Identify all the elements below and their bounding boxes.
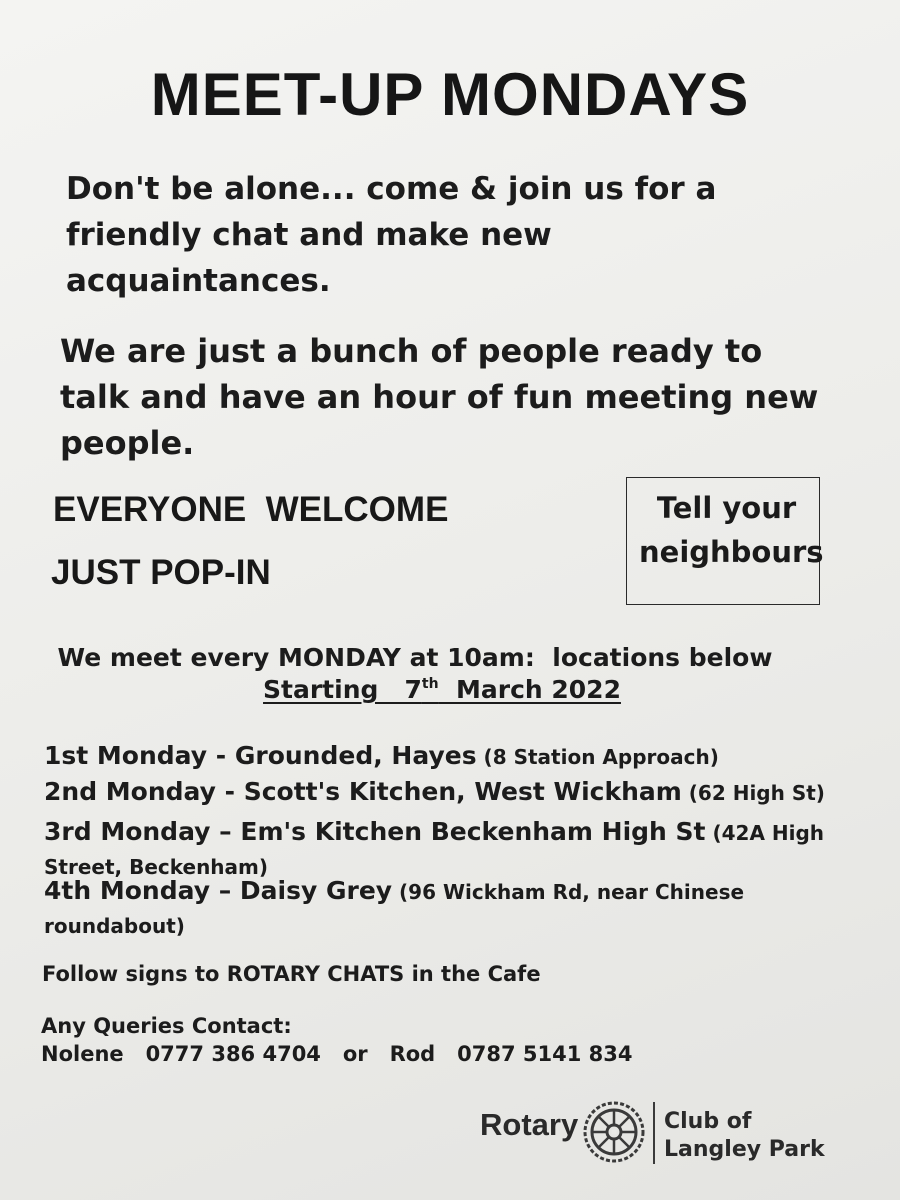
queries-heading: Any Queries Contact:	[41, 1014, 292, 1038]
location-name: 3rd Monday – Em's Kitchen Beckenham High St	[44, 817, 706, 846]
meeting-time-text: We meet every MONDAY at 10am: locations below	[57, 643, 773, 672]
location-item	[44, 777, 884, 806]
rotary-wordmark: Rotary	[480, 1107, 579, 1142]
just-pop-in-heading: JUST POP-IN	[51, 553, 271, 592]
club-line-2: Langley Park	[664, 1137, 825, 1162]
location-address: (62 High St)	[681, 781, 825, 805]
start-date	[0, 675, 884, 704]
start-prefix: Starting 7	[263, 675, 422, 704]
about-line-3: people.	[60, 424, 195, 462]
location-item	[44, 741, 884, 770]
about-line-2: talk and have an hour of fun meeting new	[60, 378, 819, 416]
location-address: (42A High Street, Beckenham)	[44, 821, 825, 879]
intro-paragraph	[66, 166, 786, 304]
rotary-wheel-icon	[582, 1100, 646, 1164]
club-line-1: Club of	[664, 1109, 752, 1134]
location-address: (8 Station Approach)	[476, 745, 719, 769]
follow-signs-text: Follow signs to ROTARY CHATS in the Cafe	[42, 962, 541, 986]
intro-line-1: Don't be alone... come & join us for a	[66, 171, 717, 207]
poster-title: MEET-UP MONDAYS	[150, 61, 750, 128]
location-address: (96 Wickham Rd, near Chinese roundabout)	[44, 880, 745, 938]
location-name: 4th Monday – Daisy Grey	[44, 876, 393, 905]
logo-divider	[653, 1102, 655, 1164]
club-name	[664, 1108, 825, 1164]
tell-neighbours-callout	[626, 477, 824, 605]
start-ordinal: th	[421, 676, 439, 692]
callout-line-1: Tell your	[656, 491, 797, 525]
intro-line-2: friendly chat and make new	[66, 217, 552, 253]
callout-line-2: neighbours	[639, 535, 824, 569]
start-suffix: March 2022	[438, 675, 621, 704]
location-name: 1st Monday - Grounded, Hayes	[44, 741, 477, 770]
location-name: 2nd Monday - Scott's Kitchen, West Wickham	[44, 777, 682, 806]
about-paragraph	[60, 328, 860, 466]
location-item	[44, 874, 884, 944]
contact-numbers: Nolene 0777 386 4704 or Rod 0787 5141 834	[41, 1042, 633, 1066]
intro-line-3: acquaintances.	[66, 263, 331, 299]
everyone-welcome-heading: EVERYONE WELCOME	[53, 490, 449, 529]
about-line-1: We are just a bunch of people ready to	[60, 332, 763, 370]
